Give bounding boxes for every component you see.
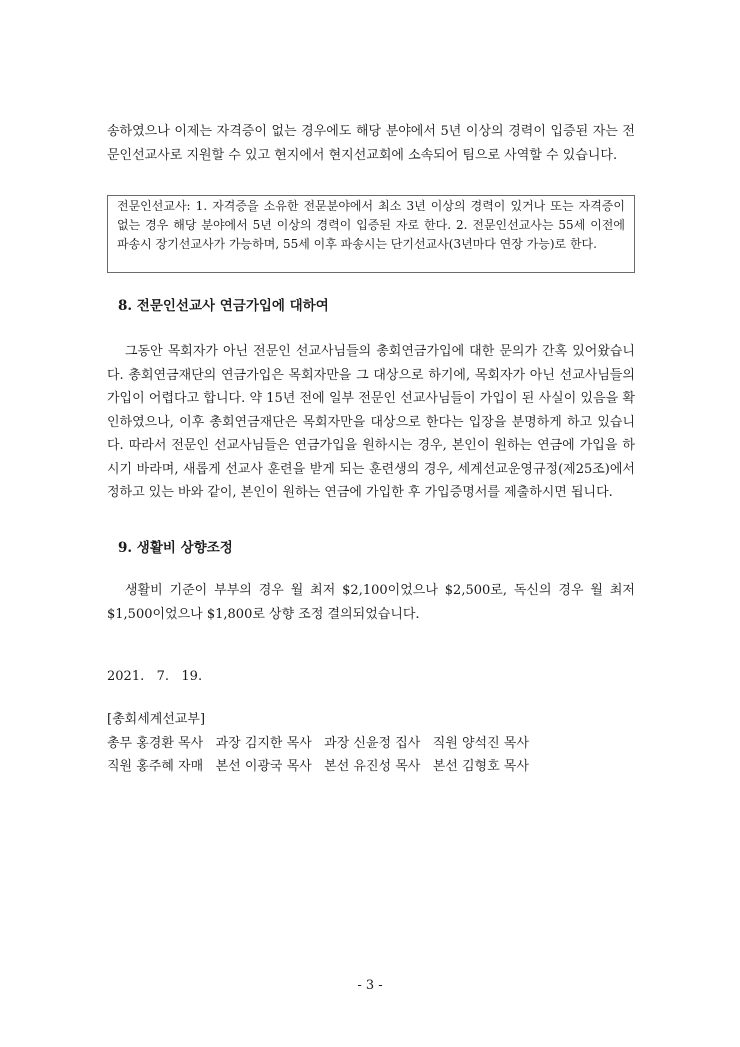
document-date: 2021. 7. 19. xyxy=(107,669,203,684)
section-8-body: 그동안 목회자가 아닌 전문인 선교사님들의 총회연금가입에 대한 문의가 간혹 있어왔습니다. 총회연금재단의 연금가입은 목회자만을 그 대상으로 하기에, 목회자가 아닌 선교사님들의 가입이 어렵다고 합니다. 약 15년 전에 일부 전문인 선교사님들이 가입이 된 사실이 있음을 확인하였으나, 이후 총회연금재단은 목회자만을 대상으로 한다는 입장을 분명하게 하고 있습니다. 따라서 전문인 선교사님들은 연금가입을 원하시는 경우, 본인이 원하는 연금에 가입을 하시기 바라며, 새롭게 선교사 훈련을 받게 되는 훈련생의 경우, 세계선교운영규정(제25조)에서 정하고 있는 바와 같이, 본인이 원하는 연금에 가입한 후 가입증명서를 제출하시면 됩니다. xyxy=(107,344,635,500)
section-8-heading: 8. 전문인선교사 연금가입에 대하여 xyxy=(118,298,329,314)
signature-line-1: 총무 홍경환 목사 과장 김지한 목사 과장 신윤정 집사 직원 양석진 목사 xyxy=(107,736,529,751)
page-number: - 3 - xyxy=(357,978,383,993)
note-box xyxy=(107,195,635,273)
note-box-text: 전문인선교사: 1. 자격증을 소유한 전문분야에서 최소 3년 이상의 경력이 있거나 또는 자격증이 없는 경우 해당 분야에서 5년 이상의 경력이 입증된 자로 한다. 2. 전문인선교사는 55세 이전에 파송시 장기선교사가 가능하며, 55세 이후 파송시는 단기선교사(3년마다 연장 가능)로 한다. xyxy=(117,199,625,251)
signature-org: [총회세계선교부] xyxy=(107,712,206,727)
intro-paragraph: 송하였으나 이제는 자격증이 없는 경우에도 해당 분야에서 5년 이상의 경력이 입증된 자는 전문인선교사로 지원할 수 있고 현지에서 현지선교회에 소속되어 팀으로 사역할 수 있습니다. xyxy=(107,124,635,163)
section-9-heading: 9. 생활비 상향조정 xyxy=(118,540,233,556)
section-9-body: 생활비 기준이 부부의 경우 월 최저 $2,100이었으나 $2,500로, 독신의 경우 월 최저 $1,500이었으나 $1,800로 상향 조정 결의되었습니다. xyxy=(107,583,635,622)
signature-line-2: 직원 홍주혜 자매 본선 이광국 목사 본선 유진성 목사 본선 김형호 목사 xyxy=(107,759,529,774)
